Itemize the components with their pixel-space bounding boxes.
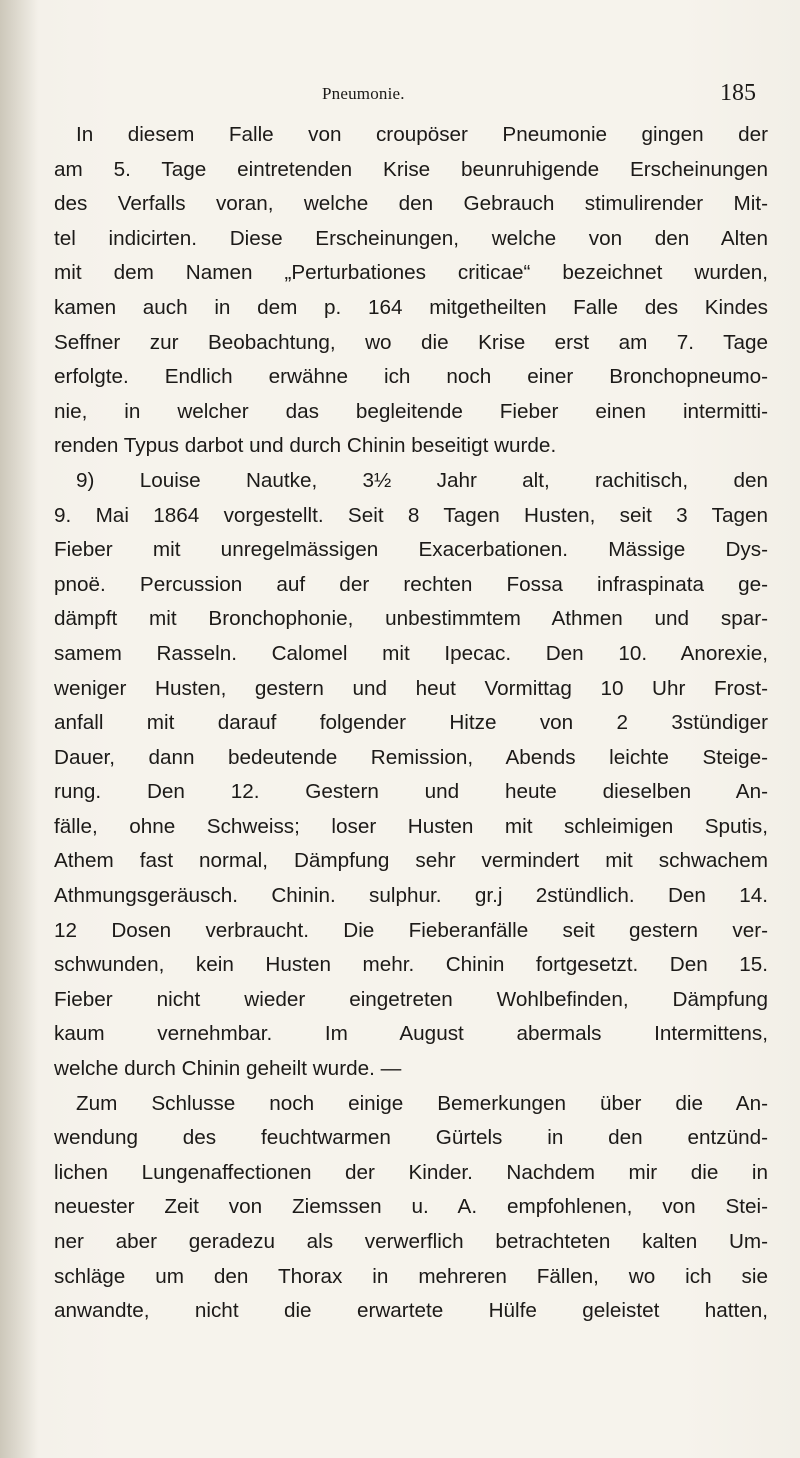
binding-shadow xyxy=(0,0,38,1458)
text-line: In diesem Falle von croupöser Pneumonie gingen der xyxy=(76,123,768,146)
text-line: am 5. Tage eintretenden Krise beunruhigende Erscheinungen xyxy=(54,157,768,181)
text-line: fälle, ohne Schweiss; loser Husten mit schleimigen Sputis, xyxy=(54,814,768,838)
body-text xyxy=(54,118,768,1329)
page-header xyxy=(54,80,766,114)
text-line: mit dem Namen „Perturbationes criticae“ bezeichnet wurden, xyxy=(54,261,768,285)
text-line: samem Rasseln. Calomel mit Ipecac. Den 10. Anorexie, xyxy=(54,641,768,665)
text-line: welche durch Chinin geheilt wurde. — xyxy=(54,1057,402,1081)
text-line: kamen auch in dem p. 164 mitgetheilten Falle des Kindes xyxy=(54,295,768,319)
text-line: dämpft mit Bronchophonie, unbestimmtem Athmen und spar- xyxy=(54,607,768,631)
text-line: Dauer, dann bedeutende Remission, Abends leichte Steige- xyxy=(54,745,768,769)
text-line: pnoë. Percussion auf der rechten Fossa infraspinata ge- xyxy=(54,572,768,596)
text-line: schwunden, kein Husten mehr. Chinin fortgesetzt. Den 15. xyxy=(54,953,768,977)
text-line: Athem fast normal, Dämpfung sehr vermindert mit schwachem xyxy=(54,849,768,873)
text-line: neuester Zeit von Ziemssen u. A. empfohlenen, von Stei- xyxy=(54,1195,768,1219)
text-line: ner aber geradezu als verwerflich betrachteten kalten Um- xyxy=(54,1230,768,1253)
text-line: anfall mit darauf folgender Hitze von 2 3stündiger xyxy=(54,711,768,735)
text-line: erfolgte. Endlich erwähne ich noch einer Bronchopneumo- xyxy=(54,365,768,389)
text-line: kaum vernehmbar. Im August abermals Intermittens, xyxy=(54,1022,768,1046)
text-line: weniger Husten, gestern und heut Vormittag 10 Uhr Frost- xyxy=(54,676,768,700)
running-title: Pneumonie. xyxy=(322,84,405,103)
text-line: wendung des feuchtwarmen Gürtels in den entzünd- xyxy=(54,1126,768,1150)
text-line: des Verfalls voran, welche den Gebrauch stimulirender Mit- xyxy=(54,192,768,216)
text-line: Fieber mit unregelmässigen Exacerbationen. Mässige Dys- xyxy=(54,538,768,562)
text-line: lichen Lungenaffectionen der Kinder. Nachdem mir die in xyxy=(54,1160,768,1184)
text-line: rung. Den 12. Gestern und heute dieselben An- xyxy=(54,780,768,804)
text-line: 9. Mai 1864 vorgestellt. Seit 8 Tagen Husten, seit 3 Tagen xyxy=(54,503,768,527)
text-line: Athmungsgeräusch. Chinin. sulphur. gr.j 2stündlich. Den 14. xyxy=(54,884,768,908)
text-line: 12 Dosen verbraucht. Die Fieberanfälle seit gestern ver- xyxy=(54,918,768,942)
page-number: 185 xyxy=(720,80,756,106)
text-line: 9) Louise Nautke, 3½ Jahr alt, rachitisch, den xyxy=(76,468,768,492)
text-line: nie, in welcher das begleitende Fieber einen intermitti- xyxy=(54,399,768,423)
text-line: tel indicirten. Diese Erscheinungen, welche von den Alten xyxy=(54,226,768,250)
text-line: schläge um den Thorax in mehreren Fällen, wo ich sie xyxy=(54,1264,768,1288)
text-line: Zum Schlusse noch einige Bemerkungen über die An- xyxy=(76,1091,768,1115)
text-line: renden Typus darbot und durch Chinin beseitigt wurde. xyxy=(54,434,557,458)
text-line: Seffner zur Beobachtung, wo die Krise erst am 7. Tage xyxy=(54,330,768,354)
text-line: Fieber nicht wieder eingetreten Wohlbefinden, Dämpfung xyxy=(54,987,768,1011)
text-line: anwandte, nicht die erwartete Hülfe geleistet hatten, xyxy=(54,1299,768,1323)
